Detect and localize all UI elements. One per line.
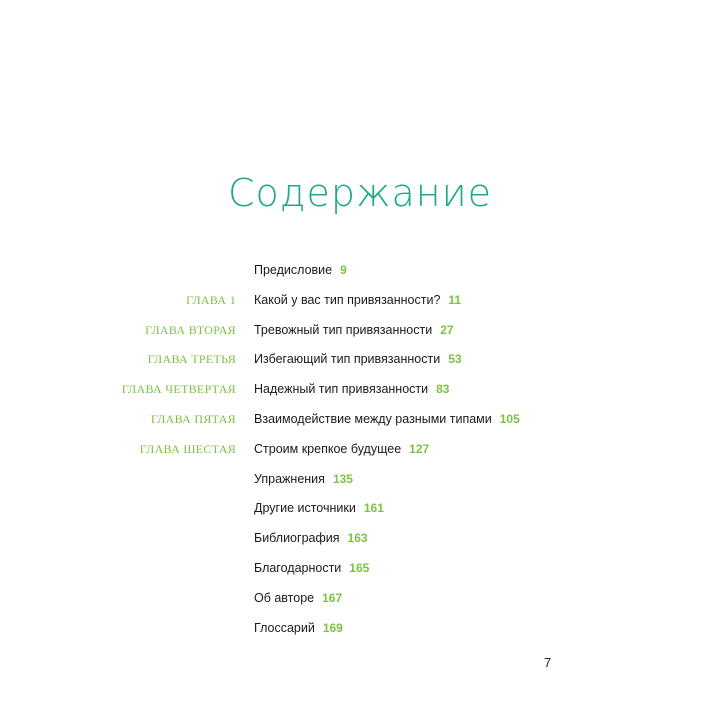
toc-row	[0, 498, 720, 518]
entry-page-ref: 127	[409, 441, 430, 456]
toc-entry	[254, 498, 384, 518]
entry-page-ref: 27	[440, 322, 454, 337]
toc-entry	[254, 558, 369, 578]
entry-title: Взаимодействие между разными типами	[254, 412, 492, 426]
chapter-label: ГЛАВА 1	[186, 292, 236, 307]
chapter-label: ГЛАВА ЧЕТВЕРТАЯ	[121, 382, 236, 397]
entry-title: Избегающий тип привязанности	[254, 352, 441, 367]
entry-page-ref: 11	[448, 292, 462, 307]
toc-entry	[254, 260, 347, 280]
entry-title: Какой у вас тип привязанности?	[254, 292, 441, 307]
toc-entry	[254, 320, 454, 340]
entry-title: Глоссарий	[254, 620, 315, 635]
toc-row	[0, 558, 720, 578]
chapter-label: ГЛАВА ВТОРАЯ	[145, 322, 236, 337]
toc-row	[0, 409, 720, 429]
toc-entry	[254, 349, 462, 369]
entry-page-ref: 53	[448, 352, 462, 367]
toc-row	[0, 588, 720, 608]
toc-row	[0, 379, 720, 399]
toc-entry	[254, 379, 449, 399]
entry-page-ref: 9	[340, 263, 347, 277]
entry-title: Библиография	[254, 531, 340, 546]
entry-page-ref: 165	[349, 561, 370, 575]
entry-title: Надежный тип привязанности	[254, 382, 429, 397]
toc-row	[0, 290, 720, 310]
entry-title: Тревожный тип привязанности	[254, 322, 433, 337]
toc-row	[0, 260, 720, 280]
entry-page-ref: 83	[436, 382, 450, 397]
toc-entry	[254, 409, 520, 429]
entry-page-ref: 105	[499, 412, 520, 426]
chapter-label: ГЛАВА ШЕСТАЯ	[139, 441, 236, 456]
toc-entry	[254, 528, 368, 548]
page-number: 7	[544, 655, 552, 670]
entry-page-ref: 135	[332, 471, 353, 486]
toc-row	[0, 320, 720, 340]
toc-row	[0, 528, 720, 548]
toc-row	[0, 439, 720, 459]
entry-title: Упражнения	[254, 471, 325, 486]
toc-entry	[254, 469, 353, 489]
entry-title: Благодарности	[254, 561, 342, 575]
entry-page-ref: 169	[322, 620, 343, 635]
entry-page-ref: 163	[347, 531, 368, 546]
entry-page-ref: 167	[322, 590, 343, 605]
chapter-label: ГЛАВА ПЯТАЯ	[150, 412, 236, 426]
toc-row	[0, 349, 720, 369]
page-title: Содержание	[227, 171, 493, 215]
toc-entry	[254, 439, 429, 459]
toc-entry	[254, 588, 342, 608]
entry-title: Другие источники	[254, 501, 356, 516]
entry-title: Строим крепкое будущее	[254, 441, 402, 456]
chapter-label: ГЛАВА ТРЕТЬЯ	[147, 352, 236, 367]
toc-entry	[254, 618, 343, 638]
toc-row	[0, 618, 720, 638]
entry-title: Предисловие	[254, 263, 333, 277]
toc-row	[0, 469, 720, 489]
entry-page-ref: 161	[363, 501, 384, 516]
toc-entry	[254, 290, 461, 310]
entry-title: Об авторе	[254, 590, 315, 605]
